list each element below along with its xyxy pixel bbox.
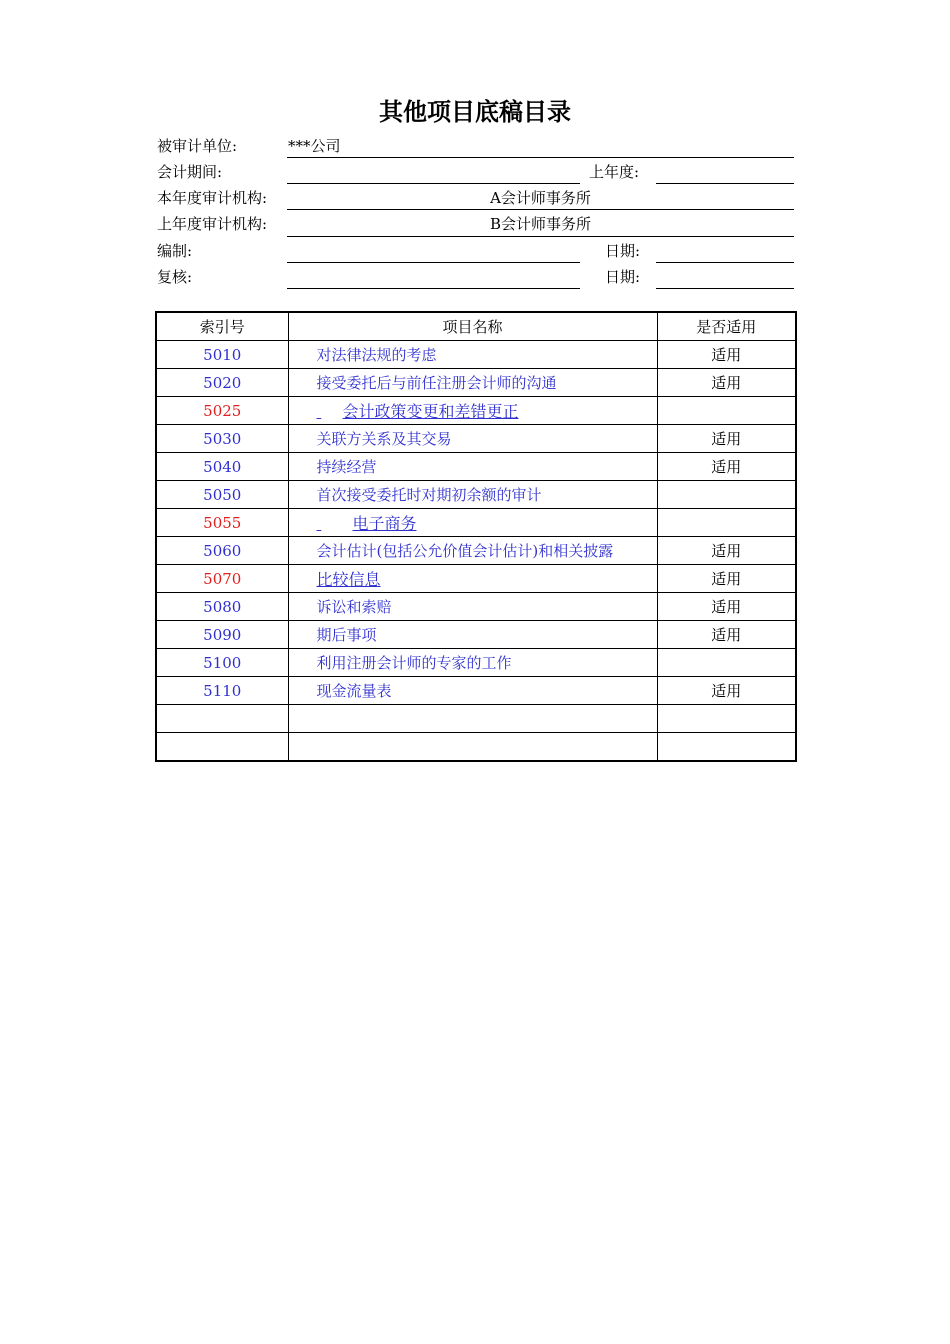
index-number: 5010 — [203, 345, 242, 364]
reviewed-date-underline — [656, 288, 794, 289]
prepared-label: 编制: — [157, 242, 193, 260]
table-row — [156, 425, 796, 453]
applicable-value: 适用 — [711, 542, 742, 560]
project-name: 现金流量表 — [316, 682, 392, 700]
page-title: 其他项目底稿目录 — [379, 98, 571, 126]
index-cell — [156, 369, 288, 397]
prepared-underline — [287, 262, 580, 263]
index-cell — [156, 537, 288, 565]
index-cell — [156, 509, 288, 537]
applicable-cell — [657, 453, 796, 481]
prior-firm-underline — [287, 236, 794, 237]
index-cell — [156, 705, 288, 733]
project-link[interactable]: 会计政策变更和差错更正 — [342, 402, 519, 421]
applicable-cell — [657, 565, 796, 593]
current-firm-label: 本年度审计机构: — [157, 189, 268, 207]
index-cell — [156, 341, 288, 369]
applicable-value: 适用 — [711, 570, 742, 588]
auditee-value: ***公司 — [288, 137, 341, 155]
index-number: 5100 — [203, 653, 242, 672]
project-name: 会计估计(包括公允价值会计估计)和相关披露 — [316, 542, 614, 560]
table-row — [156, 565, 796, 593]
project-name: 对法律法规的考虑 — [316, 346, 437, 364]
project-link[interactable]: 电子商务 — [352, 514, 417, 533]
project-name-cell — [288, 677, 657, 705]
column-header-applicable: 是否适用 — [657, 312, 796, 341]
project-name: 关联方关系及其交易 — [316, 430, 452, 448]
index-cell — [156, 453, 288, 481]
applicable-cell — [657, 677, 796, 705]
current-firm-value: A会计师事务所 — [490, 189, 591, 207]
index-number: 5040 — [203, 457, 242, 476]
project-name: 利用注册会计师的专家的工作 — [316, 654, 512, 672]
index-number: 5080 — [203, 597, 242, 616]
applicable-cell — [657, 537, 796, 565]
project-name-cell — [288, 537, 657, 565]
applicable-value: 适用 — [711, 626, 742, 644]
project-name-cell — [288, 593, 657, 621]
index-number: 5055 — [203, 513, 242, 532]
project-name-cell — [288, 509, 657, 537]
applicable-cell — [657, 481, 796, 509]
applicable-value: 适用 — [711, 346, 742, 364]
project-name: 接受委托后与前任注册会计师的沟通 — [316, 374, 557, 392]
link-underline-lead — [317, 403, 343, 421]
link-underline-lead — [317, 515, 353, 533]
applicable-cell — [657, 509, 796, 537]
reviewed-label: 复核: — [157, 268, 193, 286]
table-header-row — [156, 312, 796, 341]
applicable-cell — [657, 705, 796, 733]
project-name-cell — [288, 565, 657, 593]
table-row — [156, 453, 796, 481]
index-cell — [156, 677, 288, 705]
applicable-value: 适用 — [711, 458, 742, 476]
index-number: 5110 — [203, 681, 242, 700]
project-name-cell — [288, 341, 657, 369]
prior-year-label: 上年度: — [589, 163, 640, 181]
index-number: 5060 — [203, 541, 242, 560]
table-row — [156, 677, 796, 705]
project-name-cell — [288, 397, 657, 425]
index-number: 5020 — [203, 373, 242, 392]
prior-firm-value: B会计师事务所 — [489, 215, 592, 233]
applicable-cell — [657, 621, 796, 649]
reviewed-underline — [287, 288, 580, 289]
table-row — [156, 537, 796, 565]
auditee-label: 被审计单位: — [157, 137, 238, 155]
period-underline — [287, 183, 580, 184]
table-row — [156, 649, 796, 677]
index-number: 5030 — [203, 429, 242, 448]
index-cell — [156, 593, 288, 621]
table-row — [156, 705, 796, 733]
applicable-cell — [657, 649, 796, 677]
auditee-underline — [287, 157, 794, 158]
project-name-cell — [288, 453, 657, 481]
table-row — [156, 397, 796, 425]
table-row — [156, 341, 796, 369]
index-cell — [156, 621, 288, 649]
prepared-date-label: 日期: — [605, 242, 641, 260]
column-header-name: 项目名称 — [288, 312, 657, 341]
project-name: 持续经营 — [316, 458, 377, 476]
project-name-cell — [288, 733, 657, 762]
index-cell — [156, 481, 288, 509]
applicable-value: 适用 — [711, 598, 742, 616]
index-number: 5025 — [203, 401, 242, 420]
prepared-date-underline — [656, 262, 794, 263]
project-name-cell — [288, 481, 657, 509]
project-name-cell — [288, 621, 657, 649]
applicable-value: 适用 — [711, 430, 742, 448]
project-name-cell — [288, 425, 657, 453]
prior-year-underline — [656, 183, 794, 184]
applicable-value: 适用 — [711, 374, 742, 392]
applicable-cell — [657, 397, 796, 425]
project-name-cell — [288, 705, 657, 733]
index-number: 5050 — [203, 485, 242, 504]
reviewed-date-label: 日期: — [605, 268, 641, 286]
applicable-cell — [657, 593, 796, 621]
project-name-cell — [288, 649, 657, 677]
applicable-value: 适用 — [711, 682, 742, 700]
applicable-cell — [657, 733, 796, 762]
project-name: 首次接受委托时对期初余额的审计 — [316, 486, 542, 504]
index-cell — [156, 425, 288, 453]
column-header-index: 索引号 — [156, 312, 288, 341]
index-cell — [156, 649, 288, 677]
table-row — [156, 481, 796, 509]
project-name: 诉讼和索赔 — [316, 598, 392, 616]
project-link[interactable]: 比较信息 — [316, 570, 381, 589]
applicable-cell — [657, 341, 796, 369]
current-firm-underline — [287, 209, 794, 210]
workpaper-directory-table — [155, 311, 797, 762]
index-number: 5070 — [203, 569, 242, 588]
project-name: 期后事项 — [316, 626, 377, 644]
index-cell — [156, 397, 288, 425]
table-row — [156, 621, 796, 649]
index-cell — [156, 733, 288, 762]
index-number: 5090 — [203, 625, 242, 644]
table-row — [156, 593, 796, 621]
applicable-cell — [657, 369, 796, 397]
prior-firm-label: 上年度审计机构: — [157, 215, 268, 233]
table-row — [156, 369, 796, 397]
period-label: 会计期间: — [157, 163, 223, 181]
project-name-cell — [288, 369, 657, 397]
table-row — [156, 733, 796, 762]
table-row — [156, 509, 796, 537]
index-cell — [156, 565, 288, 593]
applicable-cell — [657, 425, 796, 453]
